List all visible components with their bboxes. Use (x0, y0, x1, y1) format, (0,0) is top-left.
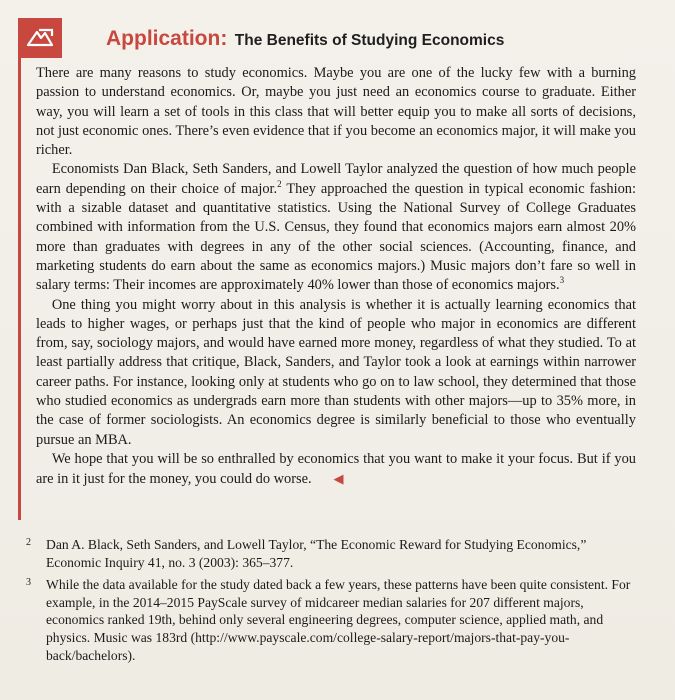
footnote-3-text: While the data available for the study dated back a few years, these patterns have been quite consistent. For example, in the 2014–2015 PayScale survey of midcareer median salaries for 207 different majors, economics ranked 19th, behind only several engineering degrees, computer science, applied math, and physics. Music was 183rd (http://www.payscale.com/college-salary-report/majors-that-pay-you-back/bachelors). (46, 577, 631, 663)
footnote-ref-2: 2 (277, 178, 282, 189)
paragraph-2-part-a: Economists Dan Black, Seth Sanders, and Lowell Taylor analyzed the question of how much people earn depending on their choice of major. (36, 161, 636, 197)
section-title: The Benefits of Studying Economics (234, 32, 505, 49)
paragraph-2 (36, 160, 636, 295)
paragraph-3: One thing you might worry about in this analysis is whether it is actually learning economics that leads to higher wages, or perhaps just that the kind of people who major in economics are different from, say, sociology majors, and would have earned more money, regardless of what they studied. To at least partially address that critique, Black, Sanders, and Taylor took a look at earnings within narrower career paths. For instance, looking only at students who go on to law school, they determined that those who studied economics as undergrads earn more than students with other majors—up to 35% more, in the case of former sociologists. An economics degree is similarly beneficial to those who eventually pursue an MBA. (36, 296, 636, 448)
footnote-2-text: Dan A. Black, Seth Sanders, and Lowell Taylor, “The Economic Reward for Studying Economics,” Economic Inquiry 41, no. 3 (2003): 365–377. (46, 537, 587, 570)
end-triangle-icon: ◀ (333, 471, 344, 487)
footnote-2-number: 2 (26, 537, 31, 548)
footnote-2 (26, 536, 642, 571)
application-logo-icon (18, 18, 62, 58)
section-heading (106, 27, 504, 51)
paragraph-4 (36, 450, 636, 490)
footnote-3-number: 3 (26, 577, 31, 589)
footnote-3 (26, 576, 642, 664)
paragraph-2-part-b: They approached the question in typical economic fashion: with a sizable dataset and quantitative statistics. Using the National Survey of College Graduates combined with information from the U.S. Census, they found that economics majors earn almost 20% more than graduates with degrees in any of the other social sciences. (Accounting, finance, and marketing students do earn about the same as economics majors.) Music majors don’t fare so well in salary terms: Their incomes are approximately 40% lower than those of economics majors. (36, 180, 636, 294)
body-text (36, 64, 636, 490)
paragraph-4-text: We hope that you will be so enthralled by economics that you want to make it your focus. But if you are in it just for the money, you could do worse. (36, 450, 636, 488)
application-label: Application: (106, 27, 228, 50)
footnotes (26, 536, 642, 669)
footnote-ref-3: 3 (559, 275, 565, 286)
paragraph-1: There are many reasons to study economics. Maybe you are one of the lucky few with a burning passion to understand economics. Or, maybe you just need an economics course to graduate. Either way, you will learn a set of tools in this class that will better equip you to make all sorts of decisions, not just economic ones. There’s even evidence that if you become an economics major, it will make you richer. (36, 65, 636, 159)
